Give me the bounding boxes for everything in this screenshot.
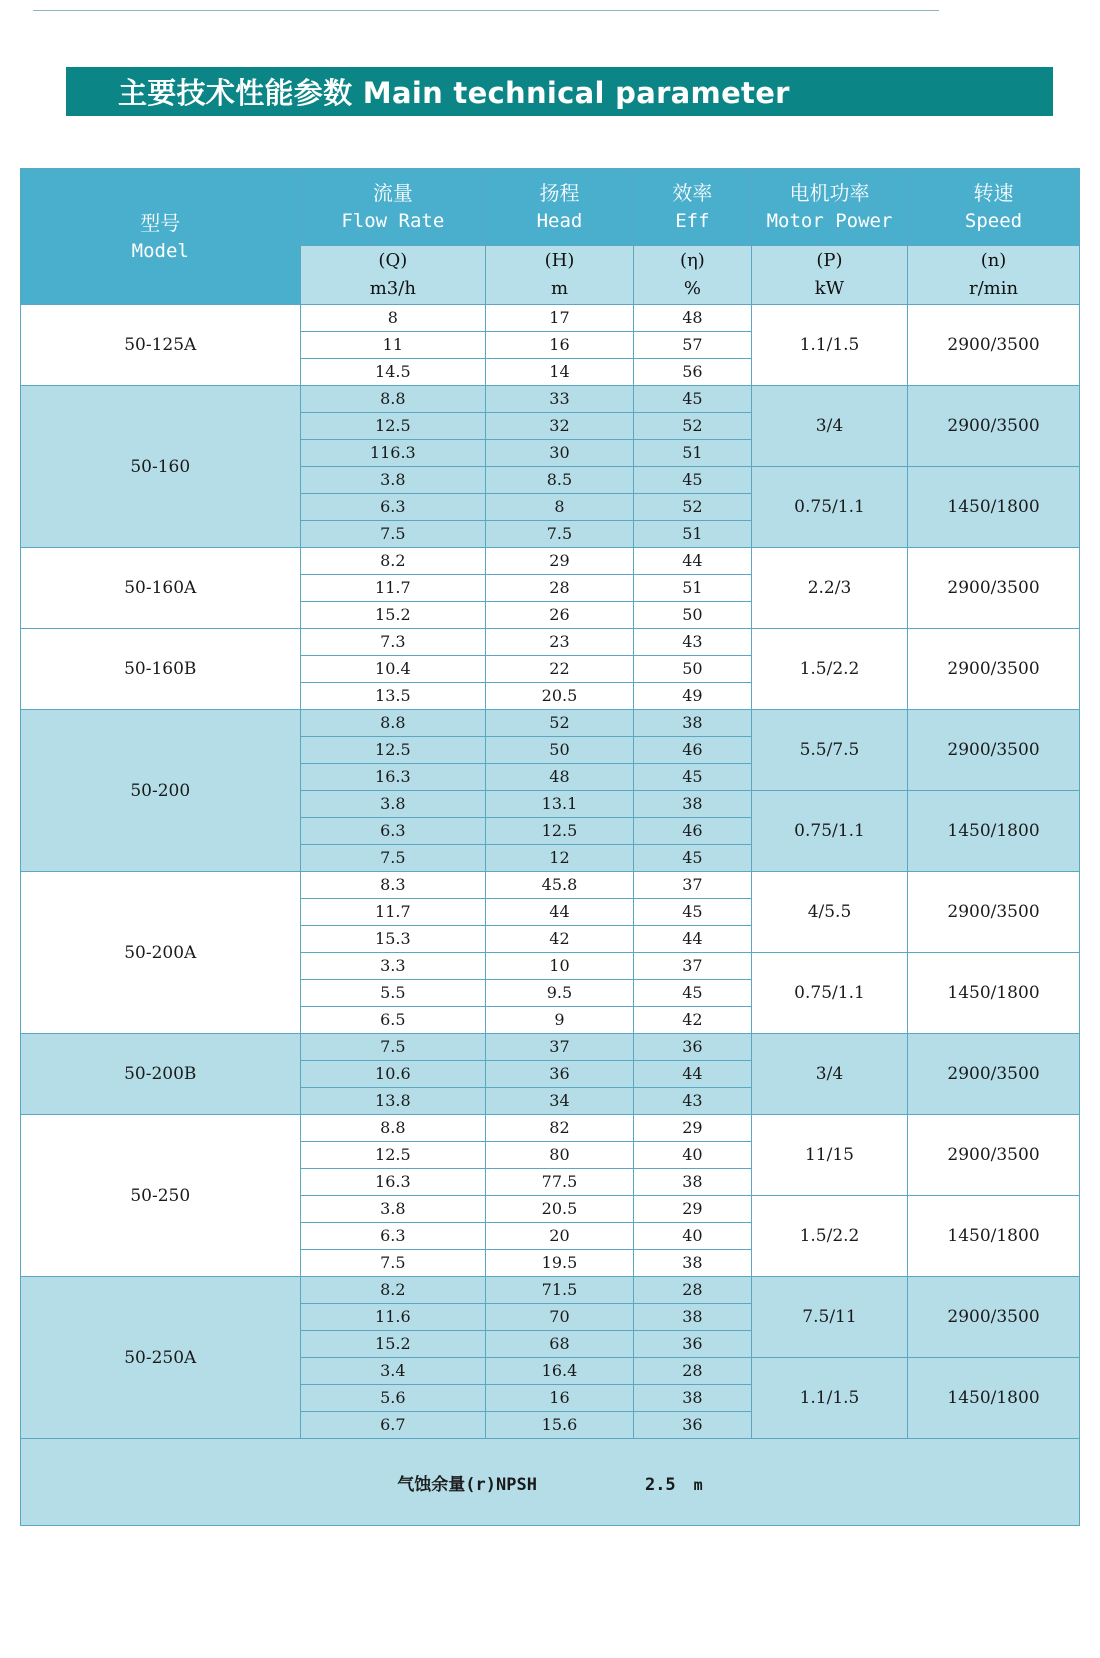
flow-cell: 6.7 [300, 1412, 486, 1439]
flow-cell: 3.3 [300, 953, 486, 980]
eff-cell: 45 [633, 467, 751, 494]
eff-cell: 44 [633, 548, 751, 575]
head-cell: 7.5 [486, 521, 634, 548]
npsh-value: 2.5 [644, 1474, 676, 1495]
page-title-text: 主要技术性能参数 Main technical parameter [118, 76, 790, 110]
flow-cell: 12.5 [300, 737, 486, 764]
power-unit: kW [814, 278, 845, 299]
head-cell: 32 [486, 413, 634, 440]
model-header [21, 169, 301, 305]
head-cell: 19.5 [486, 1250, 634, 1277]
speed-cell: 1450/1800 [908, 1196, 1080, 1277]
npsh-label: 气蚀余量(r)NPSH [397, 1474, 537, 1495]
head-cell: 80 [486, 1142, 634, 1169]
power-header-zh: 电机功率 [789, 181, 870, 205]
eff-cell: 37 [633, 953, 751, 980]
eff-cell: 56 [633, 359, 751, 386]
eff-cell: 28 [633, 1358, 751, 1385]
speed-cell: 2900/3500 [908, 305, 1080, 386]
npsh-cell [21, 1439, 1080, 1526]
power-symbol: (P) [816, 250, 843, 271]
motor-power-cell: 0.75/1.1 [751, 467, 907, 548]
speed-header-en: Speed [964, 210, 1023, 232]
motor-power-cell: 0.75/1.1 [751, 791, 907, 872]
speed-unit-header [908, 246, 1080, 305]
speed-cell: 2900/3500 [908, 386, 1080, 467]
eff-cell: 43 [633, 629, 751, 656]
eff-header-zh: 效率 [672, 181, 713, 205]
speed-unit: r/min [968, 278, 1019, 299]
table-row [21, 548, 1080, 575]
speed-symbol: (n) [980, 250, 1007, 271]
motor-power-cell: 1.1/1.5 [751, 305, 907, 386]
flow-unit: m3/h [369, 278, 416, 299]
table-row [21, 1115, 1080, 1142]
parameter-table [20, 168, 1080, 1526]
eff-cell: 52 [633, 413, 751, 440]
head-cell: 36 [486, 1061, 634, 1088]
flow-cell: 7.5 [300, 1034, 486, 1061]
eff-unit: % [683, 278, 701, 299]
flow-cell: 15.2 [300, 1331, 486, 1358]
eff-cell: 45 [633, 980, 751, 1007]
model-cell: 50-250 [21, 1115, 301, 1277]
head-cell: 44 [486, 899, 634, 926]
flow-cell: 6.3 [300, 818, 486, 845]
flow-header-en: Flow Rate [341, 210, 445, 232]
motor-power-cell: 3/4 [751, 1034, 907, 1115]
head-unit: m [550, 278, 569, 299]
table-header-row [21, 169, 1080, 246]
speed-cell: 2900/3500 [908, 872, 1080, 953]
flow-cell: 6.3 [300, 1223, 486, 1250]
head-cell: 29 [486, 548, 634, 575]
motor-power-cell: 2.2/3 [751, 548, 907, 629]
head-cell: 28 [486, 575, 634, 602]
head-cell: 12 [486, 845, 634, 872]
eff-cell: 44 [633, 1061, 751, 1088]
table-row [21, 629, 1080, 656]
flow-header [300, 169, 486, 246]
flow-symbol: (Q) [378, 250, 408, 271]
head-cell: 68 [486, 1331, 634, 1358]
eff-cell: 37 [633, 872, 751, 899]
flow-cell: 7.5 [300, 845, 486, 872]
head-symbol: (H) [544, 250, 575, 271]
eff-cell: 45 [633, 899, 751, 926]
motor-power-cell: 3/4 [751, 386, 907, 467]
flow-cell: 13.8 [300, 1088, 486, 1115]
eff-header-en: Eff [675, 210, 710, 232]
npsh-row [21, 1439, 1080, 1526]
model-cell: 50-160 [21, 386, 301, 548]
head-cell: 26 [486, 602, 634, 629]
eff-cell: 36 [633, 1331, 751, 1358]
head-cell: 37 [486, 1034, 634, 1061]
eff-cell: 40 [633, 1142, 751, 1169]
power-header-en: Motor Power [766, 210, 893, 232]
table-row [21, 1277, 1080, 1304]
head-cell: 15.6 [486, 1412, 634, 1439]
table-row [21, 710, 1080, 737]
flow-cell: 5.6 [300, 1385, 486, 1412]
eff-cell: 51 [633, 440, 751, 467]
flow-cell: 7.5 [300, 1250, 486, 1277]
speed-header [908, 169, 1080, 246]
flow-cell: 14.5 [300, 359, 486, 386]
eff-cell: 45 [633, 845, 751, 872]
flow-cell: 12.5 [300, 413, 486, 440]
head-cell: 48 [486, 764, 634, 791]
head-cell: 8 [486, 494, 634, 521]
flow-cell: 11 [300, 332, 486, 359]
model-cell: 50-160A [21, 548, 301, 629]
head-cell: 9 [486, 1007, 634, 1034]
eff-header [633, 169, 751, 246]
motor-power-cell: 4/5.5 [751, 872, 907, 953]
eff-cell: 28 [633, 1277, 751, 1304]
flow-cell: 16.3 [300, 764, 486, 791]
head-cell: 12.5 [486, 818, 634, 845]
eff-cell: 42 [633, 1007, 751, 1034]
head-cell: 16 [486, 1385, 634, 1412]
model-cell: 50-200 [21, 710, 301, 872]
head-cell: 23 [486, 629, 634, 656]
flow-cell: 8.8 [300, 386, 486, 413]
speed-cell: 1450/1800 [908, 791, 1080, 872]
eff-cell: 50 [633, 656, 751, 683]
eff-cell: 48 [633, 305, 751, 332]
head-cell: 77.5 [486, 1169, 634, 1196]
head-cell: 22 [486, 656, 634, 683]
table-row [21, 1034, 1080, 1061]
motor-power-cell: 1.1/1.5 [751, 1358, 907, 1439]
flow-cell: 7.5 [300, 521, 486, 548]
flow-cell: 10.6 [300, 1061, 486, 1088]
eff-cell: 36 [633, 1034, 751, 1061]
npsh-unit: m [693, 1475, 703, 1494]
head-cell: 42 [486, 926, 634, 953]
flow-cell: 8.8 [300, 1115, 486, 1142]
head-cell: 71.5 [486, 1277, 634, 1304]
model-header-en: Model [131, 239, 189, 262]
flow-cell: 7.3 [300, 629, 486, 656]
head-cell: 20 [486, 1223, 634, 1250]
flow-cell: 3.8 [300, 1196, 486, 1223]
flow-cell: 11.7 [300, 575, 486, 602]
flow-cell: 3.4 [300, 1358, 486, 1385]
flow-cell: 13.5 [300, 683, 486, 710]
table-row [21, 386, 1080, 413]
eff-unit-header [633, 246, 751, 305]
model-cell: 50-200B [21, 1034, 301, 1115]
speed-cell: 1450/1800 [908, 1358, 1080, 1439]
head-cell: 9.5 [486, 980, 634, 1007]
flow-cell: 12.5 [300, 1142, 486, 1169]
eff-cell: 49 [633, 683, 751, 710]
eff-cell: 52 [633, 494, 751, 521]
head-cell: 8.5 [486, 467, 634, 494]
eff-cell: 51 [633, 575, 751, 602]
top-rule [33, 10, 939, 11]
flow-cell: 3.8 [300, 791, 486, 818]
flow-cell: 3.8 [300, 467, 486, 494]
eff-cell: 50 [633, 602, 751, 629]
flow-cell: 8.2 [300, 1277, 486, 1304]
flow-cell: 15.2 [300, 602, 486, 629]
eff-cell: 40 [633, 1223, 751, 1250]
eff-cell: 43 [633, 1088, 751, 1115]
eff-cell: 46 [633, 818, 751, 845]
table-row [21, 872, 1080, 899]
eff-cell: 38 [633, 1250, 751, 1277]
speed-cell: 2900/3500 [908, 548, 1080, 629]
flow-cell: 8.2 [300, 548, 486, 575]
eff-cell: 38 [633, 791, 751, 818]
head-cell: 13.1 [486, 791, 634, 818]
head-cell: 16 [486, 332, 634, 359]
model-cell: 50-200A [21, 872, 301, 1034]
eff-cell: 57 [633, 332, 751, 359]
flow-cell: 11.7 [300, 899, 486, 926]
eff-cell: 44 [633, 926, 751, 953]
eff-cell: 45 [633, 386, 751, 413]
speed-cell: 1450/1800 [908, 467, 1080, 548]
flow-cell: 8.3 [300, 872, 486, 899]
eff-cell: 38 [633, 710, 751, 737]
table-row [21, 305, 1080, 332]
speed-cell: 2900/3500 [908, 629, 1080, 710]
head-cell: 14 [486, 359, 634, 386]
eff-cell: 38 [633, 1304, 751, 1331]
motor-power-cell: 1.5/2.2 [751, 1196, 907, 1277]
flow-cell: 6.5 [300, 1007, 486, 1034]
flow-cell: 8 [300, 305, 486, 332]
speed-cell: 1450/1800 [908, 953, 1080, 1034]
model-header-zh: 型号 [140, 210, 181, 235]
flow-cell: 15.3 [300, 926, 486, 953]
motor-power-cell: 7.5/11 [751, 1277, 907, 1358]
head-cell: 17 [486, 305, 634, 332]
eff-cell: 29 [633, 1115, 751, 1142]
flow-cell: 5.5 [300, 980, 486, 1007]
eff-symbol: (η) [679, 250, 705, 271]
page-title [66, 67, 1053, 116]
speed-cell: 2900/3500 [908, 710, 1080, 791]
eff-cell: 36 [633, 1412, 751, 1439]
head-header-zh: 扬程 [539, 181, 580, 205]
eff-cell: 29 [633, 1196, 751, 1223]
head-cell: 82 [486, 1115, 634, 1142]
eff-cell: 51 [633, 521, 751, 548]
motor-power-cell: 11/15 [751, 1115, 907, 1196]
flow-header-zh: 流量 [372, 181, 413, 205]
eff-cell: 38 [633, 1385, 751, 1412]
head-cell: 50 [486, 737, 634, 764]
power-header [751, 169, 907, 246]
head-cell: 34 [486, 1088, 634, 1115]
flow-cell: 11.6 [300, 1304, 486, 1331]
head-header [486, 169, 634, 246]
head-unit-header [486, 246, 634, 305]
table-body [21, 305, 1080, 1439]
speed-cell: 2900/3500 [908, 1277, 1080, 1358]
speed-cell: 2900/3500 [908, 1115, 1080, 1196]
flow-unit-header [300, 246, 486, 305]
head-cell: 70 [486, 1304, 634, 1331]
flow-cell: 6.3 [300, 494, 486, 521]
model-cell: 50-125A [21, 305, 301, 386]
flow-cell: 10.4 [300, 656, 486, 683]
head-cell: 20.5 [486, 683, 634, 710]
speed-header-zh: 转速 [973, 181, 1014, 205]
motor-power-cell: 5.5/7.5 [751, 710, 907, 791]
head-cell: 30 [486, 440, 634, 467]
head-cell: 45.8 [486, 872, 634, 899]
model-cell: 50-160B [21, 629, 301, 710]
eff-cell: 38 [633, 1169, 751, 1196]
flow-cell: 8.8 [300, 710, 486, 737]
model-cell: 50-250A [21, 1277, 301, 1439]
head-cell: 33 [486, 386, 634, 413]
head-cell: 10 [486, 953, 634, 980]
motor-power-cell: 1.5/2.2 [751, 629, 907, 710]
motor-power-cell: 0.75/1.1 [751, 953, 907, 1034]
head-cell: 20.5 [486, 1196, 634, 1223]
flow-cell: 116.3 [300, 440, 486, 467]
head-cell: 52 [486, 710, 634, 737]
speed-cell: 2900/3500 [908, 1034, 1080, 1115]
eff-cell: 45 [633, 764, 751, 791]
head-cell: 16.4 [486, 1358, 634, 1385]
eff-cell: 46 [633, 737, 751, 764]
power-unit-header [751, 246, 907, 305]
head-header-en: Head [536, 210, 583, 232]
flow-cell: 16.3 [300, 1169, 486, 1196]
